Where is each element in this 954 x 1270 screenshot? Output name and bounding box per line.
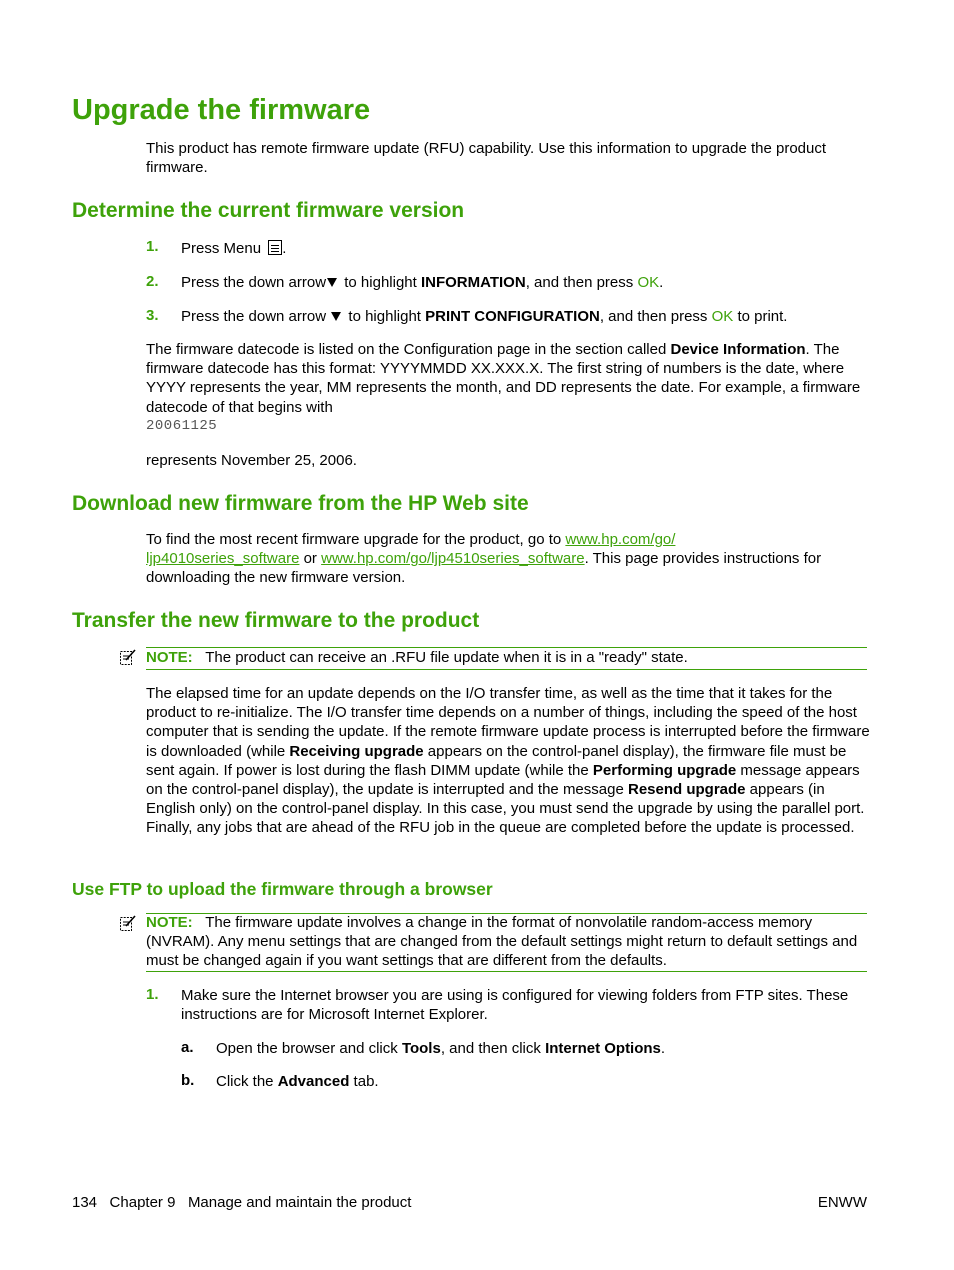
- datecode-paragraph: [146, 340, 870, 417]
- step-text: Press Menu: [181, 240, 266, 257]
- bold-term: Performing upgrade: [592, 761, 737, 779]
- paragraph-text: . The firmware datecode has this format: YYYYMMDD XX.XXX.X. The first string of numbers is the date, where YYYY represents the year, MM represents the month, and DD represents the date. For example, a firmware datecode of that begins with: [146, 341, 861, 416]
- step-text: to highlight: [340, 274, 421, 291]
- paragraph-text: . This page provides instructions for: [584, 550, 822, 568]
- down-arrow-icon: [331, 312, 341, 321]
- page-footer-right: ENWW: [817, 1194, 867, 1211]
- step-text: .: [660, 1040, 666, 1057]
- page-number: 134: [72, 1194, 98, 1211]
- paragraph-text: The elapsed time for an update depends on the I/O transfer time, as well as the time that it takes for the product to re-initialize. The I/O transfer time depends on a number of things, including the speed of the host computer that is sending the update. If the remote firmware update process is interrupted before the firmware is downloaded (while: [146, 685, 870, 760]
- paragraph-text: appears on the control-panel display), the firmware file must be sent again. If power is lost during the flash DIMM update (while the: [146, 742, 847, 779]
- step-number: 1.: [146, 238, 159, 255]
- bold-term: Device Information: [670, 341, 806, 358]
- step-text: .: [659, 274, 664, 291]
- step-text: tab.: [349, 1073, 379, 1090]
- hp-link-4010-part2[interactable]: ljp4010series_software: [146, 550, 300, 568]
- step-text: Open the browser and click: [216, 1040, 402, 1057]
- paragraph-text: The firmware datecode is listed on the Configuration page in the section called: [146, 341, 671, 358]
- substep-letter: b.: [181, 1072, 195, 1089]
- page-footer-left: [72, 1193, 411, 1212]
- paragraph-text: message appears on the control-panel display), the update is interrupted and the message: [146, 761, 860, 799]
- note-icon: [119, 648, 137, 666]
- down-arrow-icon: [327, 278, 337, 287]
- step-3: [181, 307, 787, 326]
- section-heading-determine: Determine the current firmware version: [72, 199, 465, 222]
- step-text: , and then press: [525, 274, 638, 291]
- intro-paragraph: This product has remote firmware update (RFU) capability. Use this information to upgrade the product firmware.: [146, 140, 827, 177]
- menu-name: PRINT CONFIGURATION: [425, 308, 600, 325]
- tab-name: Advanced: [277, 1073, 350, 1090]
- menu-name: INFORMATION: [420, 274, 526, 291]
- step-text: to print.: [733, 308, 788, 325]
- section-heading-transfer: Transfer the new firmware to the product: [72, 609, 480, 632]
- step-number: 1.: [146, 986, 159, 1003]
- hp-link-4510[interactable]: www.hp.com/go/ljp4510series_software: [321, 550, 585, 568]
- datecode-example: 20061125: [146, 418, 218, 434]
- paragraph-text: or: [299, 550, 322, 568]
- chapter-title: Manage and maintain the product: [187, 1194, 412, 1211]
- step-text: .: [282, 240, 287, 257]
- ftp-substep-b: [216, 1072, 379, 1091]
- section-heading-ftp: Use FTP to upload the firmware through a browser: [72, 879, 493, 899]
- paragraph-text: To find the most recent firmware upgrade for the product, go to: [146, 531, 566, 548]
- paragraph-text: appears (in English only) on the control-panel display. In this case, you must send the upgrade by using the parallel port. Finally, any jobs that are ahead of the RFU job in the queue are completed before the update is processed.: [146, 781, 865, 837]
- note-icon: [119, 914, 137, 932]
- step-text: Press the down arrow: [181, 308, 331, 325]
- datecode-represents: represents November 25, 2006.: [146, 452, 357, 469]
- step-number: 3.: [146, 307, 159, 324]
- step-text: Click the: [216, 1073, 278, 1090]
- step-2: [181, 273, 663, 292]
- ftp-step-1: Make sure the Internet browser you are using is configured for viewing folders from FTP sites. These instructions are for Microsoft Internet Explorer.: [181, 987, 849, 1024]
- note-label: NOTE:: [146, 914, 193, 931]
- hp-link-4010-part1[interactable]: www.hp.com/go/: [565, 531, 676, 548]
- elapsed-time-paragraph: [146, 684, 870, 838]
- step-text: , and then click: [440, 1040, 546, 1057]
- page-title: Upgrade the firmware: [72, 94, 371, 126]
- step-number: 2.: [146, 273, 159, 290]
- ok-button-label: OK: [711, 308, 734, 325]
- menu-icon: [268, 240, 282, 255]
- note-rule-bottom: [146, 669, 867, 670]
- section-heading-download: Download new firmware from the HP Web site: [72, 492, 529, 515]
- note-text: The product can receive an .RFU file update when it is in a "ready" state.: [205, 649, 688, 666]
- note-transfer: [146, 648, 870, 667]
- paragraph-text: downloading the new firmware version.: [146, 569, 406, 587]
- chapter-label: Chapter 9: [109, 1194, 176, 1211]
- step-text: to highlight: [344, 308, 426, 325]
- bold-term: Resend upgrade: [627, 781, 746, 799]
- ftp-substep-a: [216, 1039, 665, 1058]
- step-text: Press the down arrow: [181, 274, 327, 291]
- note-nvram: [146, 913, 870, 971]
- note-label: NOTE:: [146, 649, 193, 666]
- menu-name: Internet Options: [545, 1040, 661, 1057]
- substep-letter: a.: [181, 1039, 194, 1056]
- menu-name: Tools: [401, 1040, 441, 1057]
- step-1: [181, 239, 286, 258]
- bold-term: Receiving upgrade: [289, 742, 424, 760]
- note-rule-bottom: [146, 971, 867, 972]
- note-text: The firmware update involves a change in the format of nonvolatile random-access memory (NVRAM). Any menu settings that are changed from the default settings might return to default settings and must be changed again if you want settings that are different from the defaults.: [146, 914, 858, 970]
- ok-button-label: OK: [637, 274, 660, 291]
- download-paragraph: [146, 530, 870, 588]
- step-text: , and then press: [599, 308, 712, 325]
